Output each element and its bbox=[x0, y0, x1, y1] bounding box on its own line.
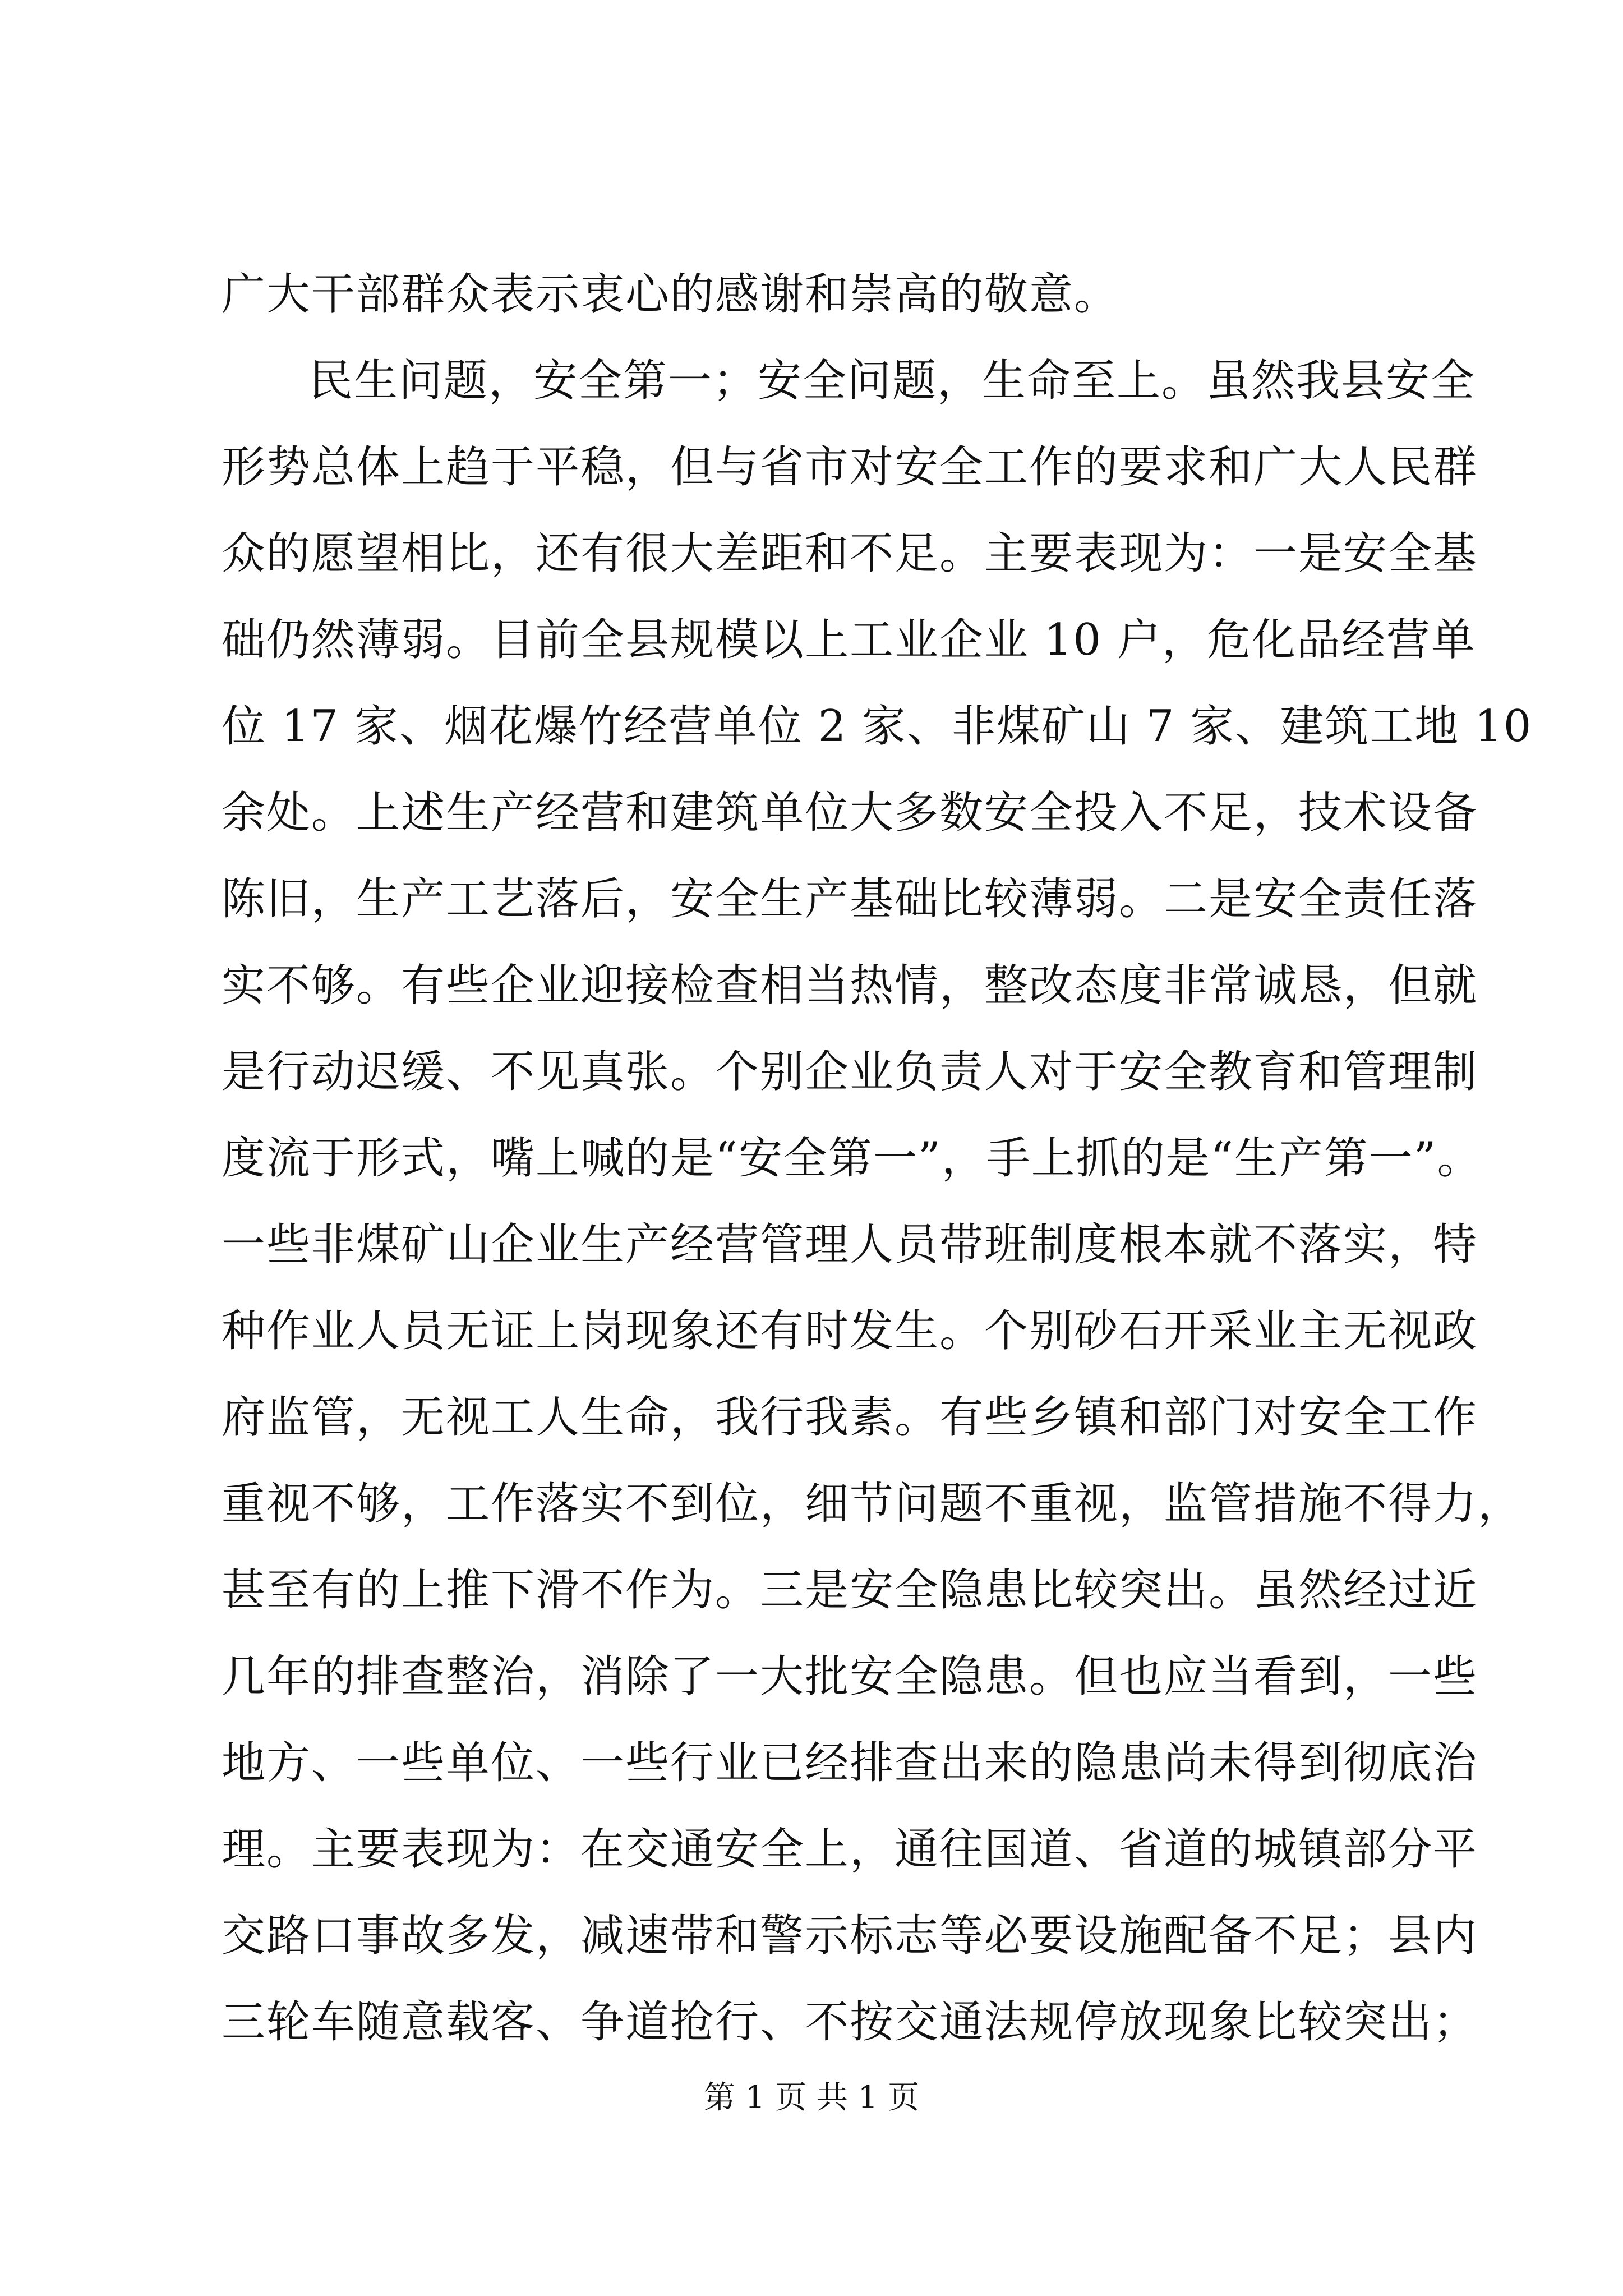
paragraph-line: 是行动迟缓、不见真张。个别企业负责人对于安全教育和管理制 bbox=[222, 1047, 1478, 1097]
paragraph-line: 陈旧，生产工艺落后，安全生产基础比较薄弱。二是安全责任落 bbox=[222, 874, 1478, 924]
paragraph-line: 众的愿望相比，还有很大差距和不足。主要表现为：一是安全基 bbox=[222, 528, 1478, 579]
paragraph-line: 民生问题，安全第一；安全问题，生命至上。虽然我县安全 bbox=[309, 356, 1476, 406]
body-text bbox=[222, 251, 1533, 2065]
paragraph-line: 形势总体上趋于平稳，但与省市对安全工作的要求和广大人民群 bbox=[222, 442, 1478, 493]
page-number-footer: 第 1 页 共 1 页 bbox=[703, 2079, 920, 2116]
paragraph-line: 实不够。有些企业迎接检查相当热情，整改态度非常诚恳，但就 bbox=[222, 960, 1478, 1011]
paragraph-line: 种作业人员无证上岗现象还有时发生。个别砂石开采业主无视政 bbox=[222, 1306, 1478, 1356]
paragraph-line: 几年的排查整治，消除了一大批安全隐患。但也应当看到，一些 bbox=[222, 1651, 1478, 1702]
paragraph-line: 位 17 家、烟花爆竹经营单位 2 家、非煤矿山 7 家、建筑工地 10 bbox=[222, 701, 1533, 752]
paragraph-line: 广大干部群众表示衷心的感谢和崇高的敬意。 bbox=[222, 269, 1119, 320]
paragraph-line: 府监管，无视工人生命，我行我素。有些乡镇和部门对安全工作 bbox=[222, 1392, 1478, 1443]
paragraph-line: 度流于形式，嘴上喊的是“安全第一”，手上抓的是“生产第一”。 bbox=[222, 1133, 1482, 1184]
paragraph-line: 重视不够，工作落实不到位，细节问题不重视，监管措施不得力， bbox=[222, 1479, 1523, 1529]
paragraph-line: 三轮车随意载客、争道抢行、不按交通法规停放现象比较突出； bbox=[222, 1997, 1478, 2047]
paragraph-line: 础仍然薄弱。目前全县规模以上工业企业 10 户，危化品经营单 bbox=[222, 615, 1476, 665]
paragraph-line: 理。主要表现为：在交通安全上，通往国道、省道的城镇部分平 bbox=[222, 1824, 1478, 1875]
paragraph-line: 一些非煤矿山企业生产经营管理人员带班制度根本就不落实，特 bbox=[222, 1220, 1478, 1270]
paragraph-line: 余处。上述生产经营和建筑单位大多数安全投入不足，技术设备 bbox=[222, 788, 1478, 838]
paragraph-line: 甚至有的上推下滑不作为。三是安全隐患比较突出。虽然经过近 bbox=[222, 1565, 1478, 1616]
paragraph-line: 地方、一些单位、一些行业已经排查出来的隐患尚未得到彻底治 bbox=[222, 1738, 1478, 1788]
paragraph-line: 交路口事故多发，减速带和警示标志等必要设施配备不足；县内 bbox=[222, 1911, 1478, 1961]
